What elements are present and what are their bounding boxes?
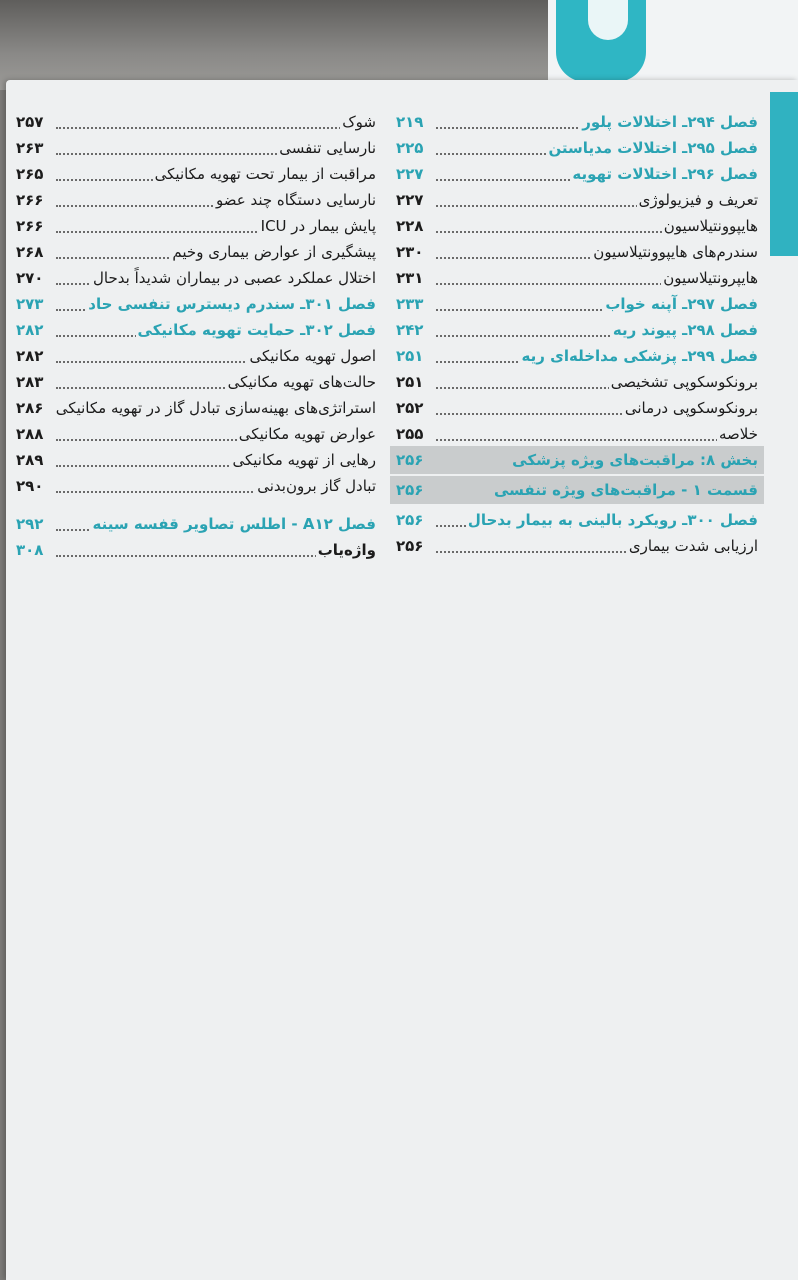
toc-entry-title: فصل ۲۹۹ـ پزشکی مداخله‌ای ریه: [520, 344, 758, 368]
toc-entry[interactable]: [396, 534, 758, 558]
toc-entry-page: ۲۶۶: [16, 214, 45, 238]
toc-entry[interactable]: [396, 478, 758, 502]
toc-entry[interactable]: [396, 422, 758, 446]
toc-entry-title: اختلال عملکرد عصبی در بیماران شدیداً بدحال: [91, 266, 376, 290]
toc-entry-title: فصل ۲۹۴ـ اختلالات پلور: [580, 110, 758, 134]
toc-entry-title: مراقبت از بیمار تحت تهویه مکانیکی: [153, 162, 376, 186]
toc-entry-page: ۲۲۸: [396, 214, 425, 238]
toc-entry-title: برونکوسکوپی درمانی: [623, 396, 758, 420]
toc-entry-title: هایپرونتیلاسیون: [661, 266, 758, 290]
toc-entry-title: واژه‌یاب: [316, 538, 376, 562]
toc-entry-page: ۲۵۷: [16, 110, 45, 134]
toc-entry-page: ۲۸۳: [16, 370, 45, 394]
toc-entry-page: ۲۶۳: [16, 136, 45, 160]
toc-entry-page: ۲۶۸: [16, 240, 45, 264]
toc-entry-page: ۲۲۵: [396, 136, 425, 160]
toc-entry-page: ۲۸۲: [16, 318, 45, 342]
toc-entry-page: ۳۰۸: [16, 538, 45, 562]
toc-entry-title: پایش بیمار در ICU: [259, 214, 376, 238]
toc-entry-page: ۲۵۱: [396, 344, 425, 368]
toc-entry-page: ۲۲۷: [396, 188, 425, 212]
toc-entry-title: فصل ۳۰۲ـ حمایت تهویه مکانیکی: [136, 318, 376, 342]
toc-entry-page: ۲۶۵: [16, 162, 45, 186]
toc-entry-title: تبادل گاز برون‌بدنی: [255, 474, 376, 498]
toc-entry-page: ۲۷۳: [16, 292, 45, 316]
cover-graphic-highlight: [588, 0, 628, 40]
toc-entry[interactable]: [396, 448, 758, 472]
toc-page: [6, 80, 798, 1280]
toc-entry-title: هایپوونتیلاسیون: [662, 214, 758, 238]
toc-entry-title: سندرم‌های هایپوونتیلاسیون: [591, 240, 758, 264]
toc-entry-page: ۲۳۰: [396, 240, 425, 264]
toc-entry-title: خلاصه: [717, 422, 758, 446]
toc-entry-page: ۲۳۳: [396, 292, 425, 316]
toc-entry-title: فصل ۲۹۷ـ آپنه خواب: [603, 292, 758, 316]
toc-entry-page: ۲۳۱: [396, 266, 425, 290]
toc-entry-page: ۲۹۲: [16, 512, 45, 536]
toc-entry-title: ارزیابی شدت بیماری: [627, 534, 758, 558]
toc-entry-page: ۲۵۶: [396, 508, 425, 532]
toc-entry-title: نارسایی تنفسی: [277, 136, 376, 160]
toc-entry-page: ۲۲۷: [396, 162, 425, 186]
section-tab-marker: [770, 92, 798, 256]
toc-entry-title: برونکوسکوپی تشخیصی: [609, 370, 758, 394]
toc-entry-title: نارسایی دستگاه چند عضو: [214, 188, 376, 212]
toc-entry-title: شوک: [340, 110, 376, 134]
toc-entry-page: ۲۵۲: [396, 396, 425, 420]
toc-entry-page: ۲۵۱: [396, 370, 425, 394]
leader-dots: [436, 415, 738, 441]
cover-graphic: [548, 0, 798, 85]
toc-entry-title: تعریف و فیزیولوژی: [637, 188, 758, 212]
toc-entry-page: ۲۸۸: [16, 422, 45, 446]
toc-entry-title: فصل ۳۰۰ـ رویکرد بالینی به بیمار بدحال: [466, 508, 758, 532]
toc-entry-title: پیشگیری از عوارض بیماری وخیم: [170, 240, 376, 264]
toc-entry-page: ۲۵۶: [396, 534, 425, 558]
toc-entry-page: ۲۵۶: [396, 481, 424, 499]
toc-entry-page: ۲۹۰: [16, 474, 45, 498]
toc-entry-title: فصل ۲۹۵ـ اختلالات مدیاستن: [546, 136, 758, 160]
toc-entry-title: فصل ۳۰۱ـ سندرم دیسترس تنفسی حاد: [86, 292, 376, 316]
toc-entry-page: ۲۵۵: [396, 422, 425, 446]
toc-entry-page: ۲۸۶: [16, 396, 45, 420]
toc-entry-page: ۲۷۰: [16, 266, 45, 290]
toc-entry-title: قسمت ۱ - مراقبت‌های ویژه تنفسی: [493, 481, 758, 499]
toc-entry-title: حالت‌های تهویه مکانیکی: [226, 370, 376, 394]
toc-entry-title: فصل A۱۲ - اطلس تصاویر قفسه سینه: [91, 512, 376, 536]
toc-entry-title: استراتژی‌های بهینه‌سازی تبادل گاز در تهویه مکانیکی: [54, 396, 376, 420]
leader-dots: [56, 531, 356, 557]
toc-entry-title: بخش ۸: مراقبت‌های ویژه پزشکی: [512, 451, 758, 469]
toc-entry-title: فصل ۲۹۸ـ پیوند ریه: [611, 318, 758, 342]
toc-entry[interactable]: [16, 538, 376, 562]
toc-entry-title: رهایی از تهویه مکانیکی: [230, 448, 376, 472]
toc-entry-page: ۲۴۲: [396, 318, 425, 342]
toc-entry-page: ۲۶۶: [16, 188, 45, 212]
toc-entry-page: ۲۸۹: [16, 448, 45, 472]
leader-dots: [56, 103, 356, 129]
toc-entry-title: اصول تهویه مکانیکی: [247, 344, 376, 368]
toc-entry-page: ۲۵۶: [396, 451, 424, 469]
toc-entry-title: فصل ۲۹۶ـ اختلالات تهویه: [570, 162, 758, 186]
toc-entry-title: عوارض تهویه مکانیکی: [237, 422, 376, 446]
toc-entry-page: ۲۸۲: [16, 344, 45, 368]
toc-entry-page: ۲۱۹: [396, 110, 425, 134]
toc-entry[interactable]: [16, 474, 376, 498]
